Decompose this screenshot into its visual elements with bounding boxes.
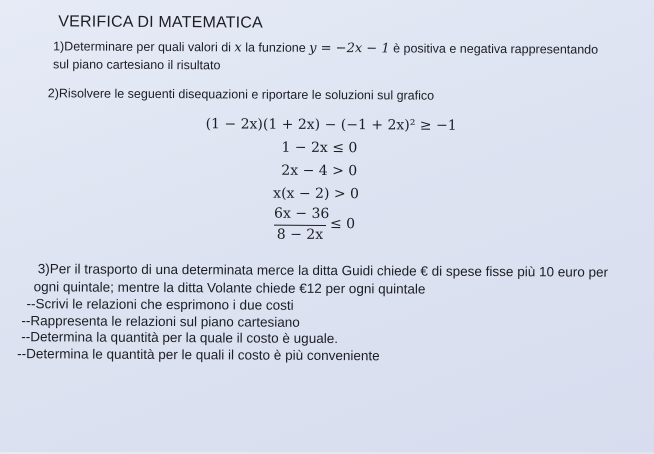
question-3-task-2: --Rappresenta le relazioni sul piano cartesiano [21,313,300,330]
fraction-numerator: 6x − 36 [274,205,330,223]
question-1 [53,38,598,58]
inequality-4: x(x − 2) > 0 [273,185,360,203]
question-1-variable: x [234,40,242,56]
question-3-line-1: 3)Per il trasporto di una determinata merce la ditta Guidi chiede € di spese fisse più 10 euro per [37,261,609,280]
page-title: VERIFICA DI MATEMATICA [58,13,264,32]
inequality-3: 2x − 4 > 0 [281,162,358,180]
inequality-2: 1 − 2x ≤ 0 [281,139,358,157]
question-1-line-2: sul piano cartesiano il risultato [52,57,221,73]
question-3-task-1: --Scrivi le relazioni che esprimono i due costi [26,296,294,313]
fraction-relation: ≤ 0 [329,216,356,233]
question-3-task-3: --Determina la quantità per la quale il costo è uguale. [21,329,339,347]
question-1-text-end: è positiva e negativa rappresentando [389,41,599,57]
question-1-function: y = −2x − 1 [309,40,390,57]
question-1-text-start: 1)Determinare per quali valori di [53,39,235,55]
question-1-text-middle: la funzione [241,40,310,55]
question-3-line-2: ogni quintale; mentre la ditta Volante chiede €12 per ogni quintale [33,279,426,297]
question-2-intro: 2)Risolvere le seguenti disequazioni e riportare le soluzioni sul grafico [47,86,435,103]
inequality-1: (1 − 2x)(1 + 2x) − (−1 + 2x)² ≥ −1 [205,116,457,134]
fraction-denominator: 8 − 2x [276,226,324,243]
question-3-task-4: --Determina le quantità per le quali il costo è più conveniente [17,346,380,364]
